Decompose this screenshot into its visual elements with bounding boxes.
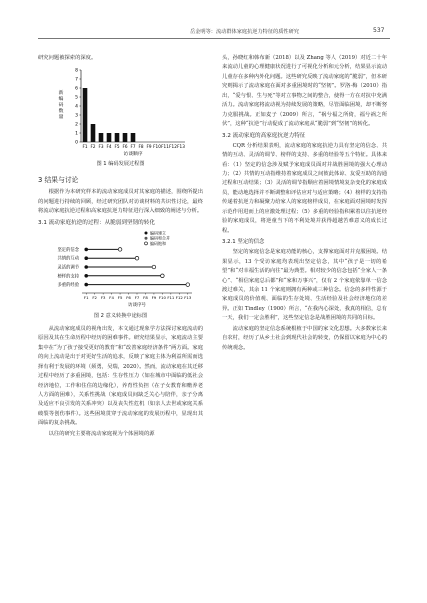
x-axis-label: 访谈顺序: [122, 152, 143, 158]
code-saturation-marker: [160, 274, 164, 278]
header-rule: [38, 38, 390, 39]
x-tick-label: F11: [160, 144, 169, 150]
bar: [130, 133, 135, 142]
y-tick-label: 5: [74, 96, 78, 102]
code-saturation-marker: [118, 247, 122, 251]
paragraph: 坚定的家庭信念是家庭功能的核心，支撑家庭面对并克服困境。结果显示，13 个受访家庭均表现出坚定信念，其中“孩子是一切的希望”和“对幸福生活的向往”最为典型。相对较少的信念包括“全家人一条心”、“相信家庭总后都”和“家和万事兴”，仅有 2 个家庭依靠单一信念渡过难关，其余 11 个家庭则拥有两种或三种信念。信念的多样性源于家庭成员的价值观、面临的生存处境、生活经验及社会经济地位的差异。正如 Tindley（1900）所言，“在我内心深处，我真的相信，总有一天，我们一定会胜利”，这些坚定信念是战胜困境的共同的目标。: [222, 249, 387, 322]
code-established-marker: [84, 256, 88, 260]
x-tick-label: F8: [142, 294, 148, 300]
x-tick-label: F9: [151, 294, 156, 300]
row-label: 多重的经验: [57, 282, 79, 288]
x-tick-label: F8: [137, 144, 144, 150]
x-axis-label: 访谈序号: [127, 302, 146, 308]
code-established-marker: [84, 283, 88, 287]
paragraph: CQR 分析结果表明，流动家庭的家庭抗逆力具有坚定的信念、共情的互动、灵活的调节、榜样的支持、多重的经验等五个特征。具体来看：（1）坚定的信念涉及赋予家庭成员面对并战胜困境的强大心理动力；（2）共情的互动指维持着家庭成员之间彼此体谅、友爱互助的沟通过程和互动结果；（3）灵活的调节指顺应着困境情境复杂变化的家庭成员，能动地选择并不断调整和评估应对与适应策略；（4）榜样的支持指传递着抗逆力和凝聚力给家人的家庭榜样成员，在家庭面对困境时发挥示范作用进而上的应激处理过程；（5）多重的经验指积累着以往抗逆经验的家庭成员，将逆童当下的不利处境并获得超越苦难意义的成长过程。: [222, 142, 387, 234]
x-tick-label: F7: [134, 294, 139, 300]
paragraph: 流动家庭的坚定信念系统根植于中国的家文化思想。大多数家长来自农村，经历了从乡土社会到现代社会的转变，仍保留以家庭为中心的传统观念。: [222, 325, 387, 351]
figure-2-caption: 图 2 意义转换中途标图: [93, 312, 148, 319]
legend-label: 编码和合并: [149, 235, 170, 241]
x-tick-label: F5: [117, 294, 122, 300]
y-axis-label: 量: [58, 115, 63, 121]
code-saturation-marker: [152, 265, 156, 269]
section-3-heading: 3 结果与讨论: [38, 176, 79, 185]
row-label: 共情的互动: [57, 256, 79, 262]
bar: [82, 88, 87, 142]
x-tick-label: F6: [121, 144, 128, 150]
y-tick-label: 3: [74, 114, 78, 120]
code-established-marker: [84, 274, 88, 278]
x-tick-label: F4: [105, 144, 112, 150]
subsection-3-2-1-heading: 3.2.1 坚定的信念: [222, 239, 265, 246]
x-tick-label: F9: [145, 144, 152, 150]
y-tick-label: 2: [74, 123, 78, 129]
intro-text: 研究问题被探索的深度。: [38, 55, 97, 61]
paragraph: 以往的研究主要将流动家庭视为个体困境的源: [48, 430, 155, 437]
x-tick-label: F2: [89, 144, 96, 150]
x-tick-label: F13: [183, 294, 191, 300]
left-column: [38, 54, 203, 440]
legend-marker: [144, 231, 147, 234]
code-established-marker: [84, 265, 88, 269]
right-column: [222, 54, 387, 354]
x-tick-label: F10: [158, 294, 166, 300]
x-tick-label: F3: [97, 144, 104, 150]
legend-label: 编码饱和: [149, 240, 166, 246]
x-tick-label: F1: [81, 144, 88, 150]
x-tick-label: F6: [125, 294, 131, 300]
bar: [122, 133, 127, 142]
code-saturation-marker: [135, 256, 139, 260]
y-tick-label: 6: [74, 87, 78, 93]
paragraph: 头，孙晓红和韩布新（2018）以及 Zhang 等人（2019）对近二十年来流动儿童的心理健康状况进行了可视化分析和元分析，结果显示流动儿童存在多种内外化问题。这些研究反映了流动家庭的“脆弱”，但本研究则揭示了流动家庭在面对多重困境时的“坚韧”。罗洛·梅（2010）指出，“爱与恨、生与死”等对立事物之间的整合，使得一方在对抗中充满活力。流动家庭将流动视为持续发展的策略，尽管面临困境，却不断努力克服挑战。正如麦子（2009）所言，“祸兮福之所倚，福兮祸之所伏”，这种“抗逆”行动促成了流动家庭从“脆弱”到“坚韧”的转化。: [222, 55, 387, 128]
x-tick-label: F2: [91, 294, 97, 300]
x-tick-label: F10: [152, 144, 161, 150]
paragraph: 从流动家庭成员的视角出发，本文通过现象学方法探讨家庭流动的原因及其在生命历程中经历的困难事件。研究结果显示，家庭流动主要集中在“为了孩子接受更好的教育”和“改善家庭经济条件”两方面。家庭的向上流动是出于对更好生活的追求，反映了家庭主体为利益所需而选择有利于发展的环境（须勇，吴瑞，2020）。然而，流动家庭在其迁移过程中经历了多重困境，包括：生存性压力（如在城市中面临的低社会经济地位，工作和住住的边缘化），养育性负担（在子女教育和赡养老人方面的困难），关系性挑战（家庭成员间缺乏关心与陪伴，亲子分离及适应不良引发的关系冲突）以及丧失性危机（如亲人去世或家庭关系破裂等创伤事件）。这些困境贯穿于流动家庭的发展历程中，显现出其面临的复杂挑战。: [38, 325, 203, 427]
legend-marker: [144, 237, 147, 240]
row-label: 灵活的调节: [57, 265, 79, 271]
bar: [114, 133, 119, 142]
legend-marker: [144, 242, 147, 245]
y-tick-label: 4: [74, 105, 78, 111]
subsection-3-2-heading: 3.2 流动家庭的高家庭抗逆力特征: [222, 132, 306, 139]
x-tick-label: F12: [175, 294, 183, 300]
x-tick-label: F11: [166, 294, 174, 300]
x-tick-label: F12: [168, 144, 177, 150]
figure-1-bar-chart: [51, 64, 191, 159]
y-tick-label: 1: [74, 132, 78, 138]
subsection-3-1-heading: 3.1 流动家庭抗逆的过程：从脆弱到坚韧的转化: [38, 219, 155, 226]
x-tick-label: F5: [113, 144, 120, 150]
bar: [90, 124, 95, 142]
y-tick-label: 0: [74, 141, 78, 147]
running-title: 岳金明等：流动群体家庭抗逆力特征的质性研究: [190, 29, 299, 35]
figure-1-caption: 图 1 编码发展过程图: [96, 161, 145, 168]
x-tick-label: F7: [129, 144, 136, 150]
legend-label: 编码建立: [149, 230, 166, 236]
row-label: 坚定的信念: [57, 247, 79, 253]
figure-2-diagram: [46, 229, 196, 311]
paragraph: 根据作为本研究样本的流动家庭成员对其家庭的描述，围绕所提出的问题进行持续的回顾，经过研究团队对访谈材料的共识性讨论，最终将流动家庭抗逆过程和高家庭抗逆力特征进行深入细致的阐述与分析。: [38, 189, 203, 215]
x-tick-label: F4: [108, 294, 114, 300]
y-axis-label: 编: [58, 97, 63, 103]
bar: [98, 133, 103, 142]
code-established-marker: [84, 247, 88, 251]
code-saturation-marker: [185, 283, 189, 287]
y-axis-label: 数: [58, 109, 63, 115]
y-axis-label: 新: [58, 91, 63, 97]
x-tick-label: F13: [176, 144, 185, 150]
x-tick-label: F1: [83, 294, 89, 300]
row-label: 榜样的支持: [57, 274, 79, 280]
y-tick-label: 7: [74, 78, 78, 84]
y-axis-label: 码: [58, 103, 63, 109]
bar: [106, 133, 111, 142]
y-tick-label: 8: [74, 69, 78, 75]
page-number: 537: [373, 27, 385, 34]
x-tick-label: F3: [100, 294, 105, 300]
